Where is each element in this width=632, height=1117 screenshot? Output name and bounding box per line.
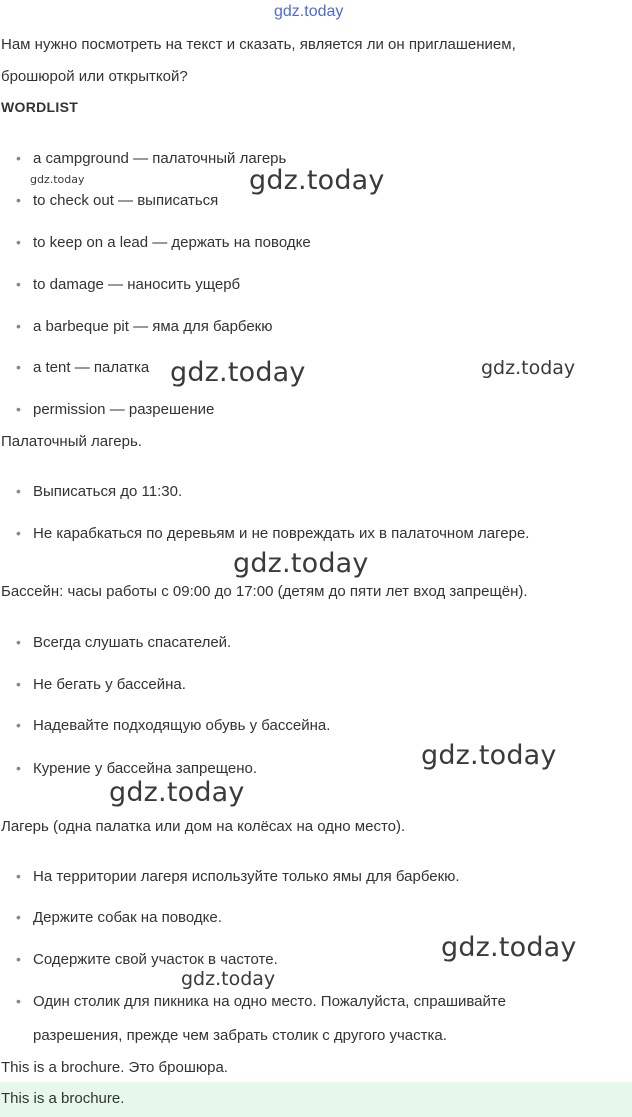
section-title-camp: Лагерь (одна палатка или дом на колёсах на одно место).: [1, 818, 406, 835]
watermark: gdz.today: [441, 932, 577, 963]
rule-item: [16, 868, 460, 885]
rule-item-text: Один столик для пикника на одно место. Пожалуйста, спрашивайте: [33, 993, 506, 1010]
wordlist-item: [16, 150, 286, 167]
rule-item-text: Выписаться до 11:30.: [33, 483, 183, 500]
wordlist-item: [16, 318, 273, 335]
bullet: •: [16, 951, 21, 967]
bullet: •: [16, 276, 21, 292]
bullet: •: [16, 993, 21, 1009]
conclusion-text: This is a brochure. Это брошюра.: [1, 1059, 228, 1076]
wordlist-item-text: a campground — палаточный лагерь: [33, 150, 287, 167]
wordlist-item: [16, 359, 149, 376]
rule-item-text: Не карабкаться по деревьям и не повреждать их в палаточном лагере.: [33, 525, 530, 542]
watermark: gdz.today: [181, 968, 276, 990]
rule-item: [16, 760, 257, 777]
bullet: •: [16, 525, 21, 541]
watermark: gdz.today: [30, 173, 85, 186]
rule-item-text: На территории лагеря используйте только ямы для барбекю.: [33, 868, 460, 885]
wordlist-item: [16, 234, 311, 251]
rule-item: [16, 676, 186, 693]
bullet: •: [16, 359, 21, 375]
watermark: gdz.today: [109, 777, 245, 808]
wordlist-item-text: a barbeque pit — яма для барбекю: [33, 318, 273, 335]
bullet: •: [16, 318, 21, 334]
bullet: •: [16, 401, 21, 417]
rule-item: [16, 993, 506, 1010]
bullet: •: [16, 717, 21, 733]
rule-item-text: Всегда слушать спасателей.: [33, 634, 232, 651]
bullet: •: [16, 150, 21, 166]
bullet: •: [16, 192, 21, 208]
wordlist-item-text: to keep on a lead — держать на поводке: [33, 234, 311, 251]
watermark: gdz.today: [233, 548, 369, 579]
wordlist-heading: WORDLIST: [1, 99, 79, 115]
bullet: •: [16, 676, 21, 692]
rule-item: [16, 525, 529, 542]
wordlist-item: [16, 276, 240, 293]
wordlist-item-text: a tent — палатка: [33, 359, 150, 376]
wordlist-item: [16, 192, 218, 209]
rule-item: [16, 909, 222, 926]
rule-item: [16, 634, 231, 651]
watermark-top: gdz.today: [274, 3, 344, 20]
rule-item-text: Не бегать у бассейна.: [33, 676, 186, 693]
bullet: •: [16, 760, 21, 776]
bullet: •: [16, 634, 21, 650]
rule-item-text: Курение у бассейна запрещено.: [33, 760, 258, 777]
intro-text: Нам нужно посмотреть на текст и сказать, является ли он приглашением,: [1, 36, 516, 53]
intro-text-line2: брошюрой или открыткой?: [1, 68, 188, 85]
bullet: •: [16, 868, 21, 884]
rule-item-text: Содержите свой участок в частоте.: [33, 951, 278, 968]
wordlist-item-text: to check out — выписаться: [33, 192, 219, 209]
wordlist-item-text: to damage — наносить ущерб: [33, 276, 241, 293]
section-title-campground: Палаточный лагерь.: [1, 433, 142, 450]
wordlist-item-text: permission — разрешение: [33, 401, 215, 418]
watermark: gdz.today: [249, 165, 385, 196]
bullet: •: [16, 483, 21, 499]
rule-item: [16, 717, 330, 734]
rule-item: [16, 951, 278, 968]
rule-item-continuation: разрешения, прежде чем забрать столик с другого участка.: [33, 1027, 447, 1044]
section-title-pool: Бассейн: часы работы с 09:00 до 17:00 (детям до пяти лет вход запрещён).: [1, 583, 528, 600]
bullet: •: [16, 909, 21, 925]
watermark: gdz.today: [170, 357, 306, 388]
rule-item-text: Надевайте подходящую обувь у бассейна.: [33, 717, 331, 734]
bullet: •: [16, 234, 21, 250]
rule-item-text: Держите собак на поводке.: [33, 909, 222, 926]
answer-block: [0, 1082, 632, 1117]
wordlist-item: [16, 401, 214, 418]
answer-text: This is a brochure.: [1, 1090, 125, 1107]
rule-item: [16, 483, 182, 500]
watermark: gdz.today: [421, 740, 557, 771]
watermark: gdz.today: [481, 357, 576, 379]
